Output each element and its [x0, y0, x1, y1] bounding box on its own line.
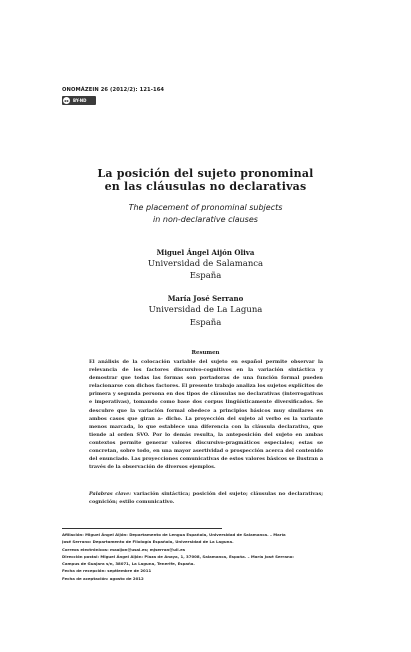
abstract-line: no declarativas (interrogativas e imperativas), tomando como base dos	[89, 391, 323, 406]
english-title-line-1: The placement of pronominal subjects	[128, 203, 283, 212]
footnote-line: Afiliación: Miguel Ángel Aijón: Departamento de Lengua Española, Universidad de Salamanca. – María	[62, 532, 286, 537]
author-institution: Universidad de Salamanca	[147, 259, 264, 269]
abstract-line: pueden relacionarse con dichos factores. El presente trabajo analiza los	[89, 375, 323, 390]
license-label: BY-ND	[73, 98, 87, 103]
footnote-line: Campus de Guajara s/n, 38071, La Laguna, Tenerife, España.	[62, 561, 195, 567]
abstract-line: orden SVO. Por lo demás resulta, la anteposición del sujeto en ambas	[117, 431, 323, 438]
author-institution: Universidad de La Laguna	[148, 305, 263, 315]
abstract-line: obedece a principios básicos muy similares en ambos casos que giran a-	[89, 407, 324, 422]
abstract-heading: Resumen	[191, 350, 220, 356]
author-name: María José Serrano	[167, 294, 244, 303]
abstract-line: lo que establece una diferencia con la cláusula declarativa, que tiende al	[89, 423, 324, 438]
abstract-line: la relevancia de los factores discursivo-cognitivos en la variación sintáctica	[89, 359, 323, 374]
journal-reference: ONOMÁZEIN 26 (2012/2): 121-164	[62, 87, 165, 93]
keywords	[89, 490, 323, 506]
article-title-line-1: La posición del sujeto pronominal	[97, 167, 314, 180]
author-country: España	[189, 271, 222, 281]
license-badge[interactable]	[62, 96, 96, 105]
keywords-text: variación sintáctica; posición del sujeto; cláusulas no declarativas; cognición; estilo comunicativo.	[89, 491, 324, 506]
author-name: Miguel Ángel Aijón Oliva	[156, 248, 255, 257]
keywords-label: Palabras clave:	[89, 491, 132, 497]
author-country: España	[189, 318, 222, 328]
footnote-line: José Serrano: Departamento de Filología Española, Universidad de La Laguna.	[62, 539, 234, 545]
creative-commons-icon: cc	[64, 98, 69, 103]
english-title-line-2: in non-declarative clauses	[153, 215, 258, 224]
footnote-line: Dirección postal: Miguel Ángel Aijón: Plaza de Anaya, 1, 37008, Salamanca, España. – María José Serrano:	[62, 553, 294, 559]
abstract-body	[89, 358, 323, 471]
abstract-line: El análisis de la colocación variable del sujeto en español permite observar	[89, 359, 315, 365]
footnote-line: Fecha de recepción: septiembre de 2011	[62, 568, 152, 574]
abstract-line: y demostrar que todas las formas son portadoras de una función formal	[89, 367, 323, 382]
abstract-line: se concretan, sobre todo, en una mayor asertividad o prospección acerca	[89, 439, 323, 455]
abstract-line: sujetos explícitos de primera y segunda persona en dos tipos de cláusulas	[89, 383, 323, 398]
footnote-line: Correos electrónicos: maaijon@usal.es; mjserran@ull.es	[62, 546, 186, 552]
abstract-line: del contenido del enunciado. Las proyecciones comunicativas de estos	[89, 448, 324, 463]
footnote-divider	[62, 528, 222, 529]
footnote-line: Fecha de aceptación: agosto de 2012	[62, 575, 144, 581]
article-title-line-2: en las cláusulas no declarativas	[104, 180, 307, 193]
abstract-line: valores básicos se ilustran a través de la observación de diversos ejemplos.	[89, 456, 324, 471]
abstract-line: contextos permite generar valores discursivo-pragmáticos especiales; estas	[89, 439, 313, 446]
footnotes	[62, 531, 358, 582]
abstract-line: corpus lingüísticamente diversificados. Se descubre que la variación formal	[89, 399, 324, 414]
abstract-line: dicho. La proyección del sujeto al verbo es la variante menos marcada,	[89, 415, 323, 430]
